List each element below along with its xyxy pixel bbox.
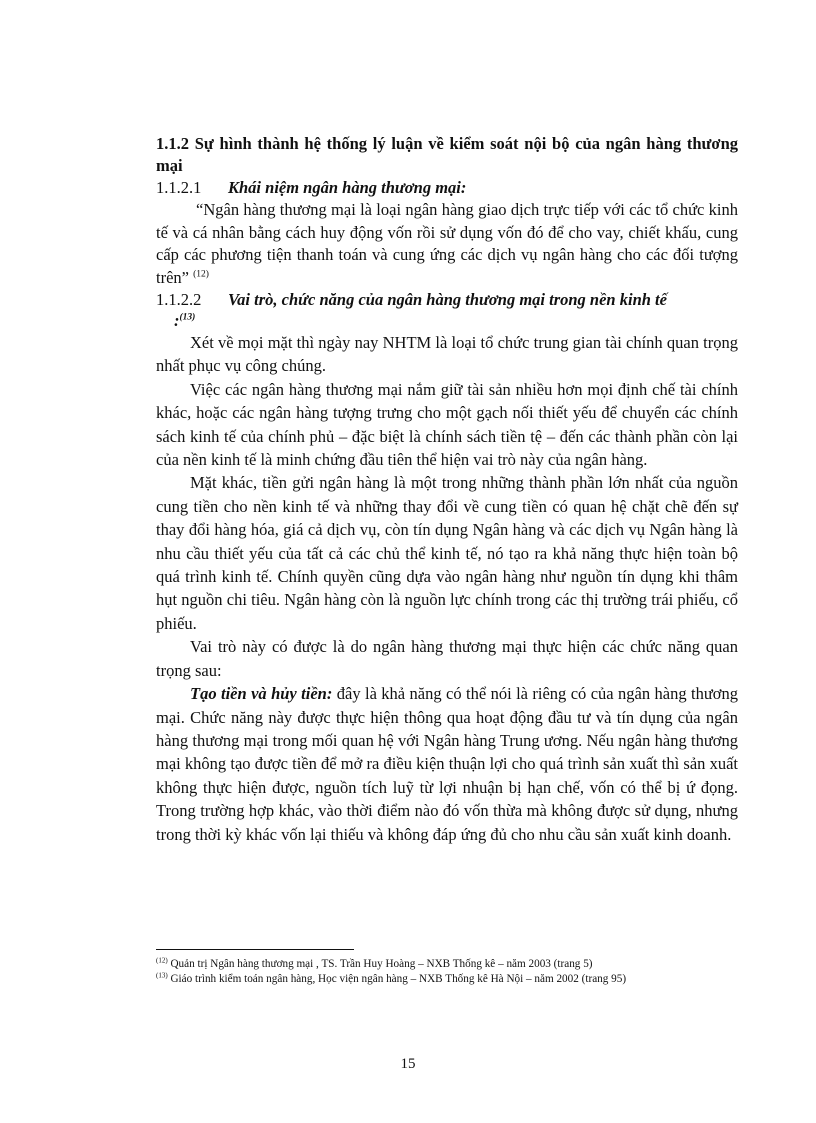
- paragraph: Việc các ngân hàng thương mại nắm giữ tài sản nhiều hơn mọi định chế tài chính khác, hoặc các ngân hàng tượng trưng cho một gạch nối thiết yếu để chuyển các chính sách kinh tế của chính phủ – đặc biệt là chính sách tiền tệ – đến các thành phần còn lại của nền kinh tế là minh chứng đầu tiên thể hiện vai trò này của ngân hàng.: [156, 379, 738, 470]
- footnote-ref-12: (12): [193, 269, 209, 279]
- section-colon: :: [174, 311, 180, 330]
- paragraph-text: đây là khả năng có thể nói là riêng có của ngân hàng thương mại. Chức năng này được thực hiện thông qua hoạt động đầu tư và tín dụng của ngân hàng thương mại trong mối quan hệ với Ngân hàng Trung ương. Nếu ngân hàng thương mại không tạo được tiền để mở ra điều kiện thuận lợi cho quá trình sản xuất thì sản xuất không thực hiện được, nguồn tích luỹ từ lợi nhuận bị hạn chế, vốn có thể bị ứ đọng. Trong trường hợp khác, vào thời điểm nào đó vốn thừa mà không được sử dụng, nhưng trong thời kỳ khác vốn lại thiếu và không đáp ứng đủ cho nhu cầu sản xuất kinh doanh.: [156, 684, 738, 844]
- footnote-12: [156, 957, 738, 972]
- paragraph-lead: Tạo tiền và hủy tiền:: [190, 684, 333, 704]
- paragraph: Vai trò này có được là do ngân hàng thương mại thực hiện các chức năng quan trọng sau:: [156, 637, 738, 680]
- paragraph-create-money: [156, 682, 738, 846]
- heading-1-1-2-2: [156, 289, 738, 311]
- section-title: Vai trò, chức năng của ngân hàng thương mại trong nền kinh tế: [228, 290, 667, 309]
- heading-1-1-2: 1.1.2 Sự hình thành hệ thống lý luận về kiểm soát nội bộ của ngân hàng thương mại: [156, 134, 738, 175]
- heading-1-1-2-2-tail: [156, 311, 738, 331]
- definition-quote: [156, 199, 738, 289]
- section-title: Khái niệm ngân hàng thương mại:: [228, 178, 467, 197]
- footnote-mark: (13): [156, 971, 168, 980]
- footnote-text: Giáo trình kiểm toán ngân hàng, Học viện ngân hàng – NXB Thống kê Hà Nội – năm 2002 (trang 95): [167, 973, 627, 985]
- quote-text: “Ngân hàng thương mại là loại ngân hàng giao dịch trực tiếp với các tổ chức kinh tế và cá nhân bằng cách huy động vốn rồi sử dụng vốn đó để cho vay, chiết khấu, cung cấp các phương tiện thanh toán và cung ứng các dịch vụ ngân hàng cho các đối tượng trên”: [156, 200, 738, 287]
- footnote-13: [156, 972, 738, 987]
- footnote-divider: [156, 949, 354, 950]
- footnotes: [156, 957, 738, 987]
- footnote-mark: (12): [156, 956, 168, 965]
- heading-1-1-2-1: [156, 177, 738, 199]
- paragraph: Xét về mọi mặt thì ngày nay NHTM là loại tổ chức trung gian tài chính quan trọng nhất phục vụ công chúng.: [156, 333, 738, 376]
- page-body: [156, 133, 738, 846]
- footnote-ref-13: (13): [179, 312, 196, 323]
- footnote-text: Quản trị Ngân hàng thương mại , TS. Trần Huy Hoàng – NXB Thống kê – năm 2003 (trang 5): [167, 958, 593, 970]
- page-number: 15: [400, 1056, 416, 1072]
- section-number: 1.1.2.1: [156, 178, 202, 197]
- paragraph: Mặt khác, tiền gửi ngân hàng là một trong những thành phần lớn nhất của nguồn cung tiền cho nền kinh tế và những thay đổi về cung tiền có quan hệ chặt chẽ đến sự thay đổi hàng hóa, giá cả dịch vụ, còn tín dụng Ngân hàng và các dịch vụ Ngân hàng là nhu cầu thiết yếu của tất cả các chủ thể kinh tế, nó tạo ra khả năng thực hiện toàn bộ quá trình kinh tế. Chính quyền cũng dựa vào ngân hàng như nguồn tín dụng khi thâm hụt nguồn chi tiêu. Ngân hàng còn là nguồn lực chính trong các thị trường trái phiếu, cổ phiếu.: [156, 473, 738, 633]
- section-number: 1.1.2.2: [156, 290, 202, 309]
